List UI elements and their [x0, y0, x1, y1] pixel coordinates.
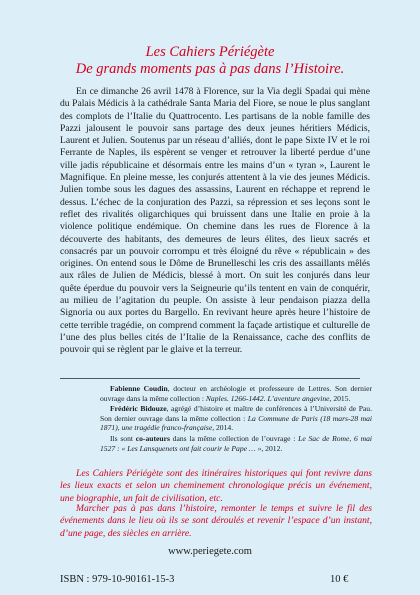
co-intro: Ils sont [110, 433, 136, 443]
author-bio-2 [100, 404, 372, 433]
summary-paragraph: En ce dimanche 26 avril 1478 à Florence, sur la Via degli Spadai qui mène du Palais Médicis à la cathédrale Santa Maria del Fiore, se noue le plus sanglant des complots de l’Italie du Quattrocento. Les partisans de la noble famille des Pazzi jalousent le pouvoir sans partage des deux jeunes héritiers Médicis, Laurent et Julien. Soutenus par un réseau d’alliés, dont le pape Sixte IV et le roi Ferrante de Naples, ils espèrent se venger et retrouver la liberté perdue d’une ville jadis républicaine et désormais entre les mains d’un « tyran », Laurent le Magnifique. En pleine messe, les conjurés attentent à la vie des jeunes Médicis. Julien tombe sous les dagues des assassins, Laurent en réchappe et reprend le dessus. L’échec de la conjuration des Pazzi, sa répression et ses leçons sont le reflet des rivalités oligarchiques qui bruissent dans une Italie en proie à la violence politique endémique. On chemine dans les rues de Florence à la découverte des habitants, des demeures de leurs élites, des lieux sacrés et consacrés par un pouvoir corrompu et très éloigné du rêve « républicain » des origines. On entend sous le Dôme de Brunelleschi les cris des assaillants mêlés aux râles de Julien de Médicis, blessé à mort. On suit les conjurés dans leur quête éperdue du pouvoir vers la Seigneurie qu’ils tentent en vain de conquérir, au milieu de l’agitation du peuple. On assiste à leur pendaison piazza della Signoria ou aux portes du Bargello. En revivant heure après heure l’histoire de cette terrible tragédie, on comprend comment la façade artistique et culturelle de l’une des plus belles cités de l’Italie de la Renaissance, cache des conflits de pouvoir qui se règlent par le glaive et la terreur. [60, 86, 370, 356]
author-name-2: Frédéric Bidouze [110, 404, 167, 414]
author-bios [100, 384, 372, 454]
co-authors-note [100, 434, 372, 453]
author-name-1: Fabienne Coudin [110, 384, 168, 393]
co-book: Le Sac de Rome, 6 mai 1527 : « Les Lansquenets ont fait courir le Pape … » [100, 433, 372, 453]
header [0, 44, 420, 78]
co-desc: dans la même collection de l’ouvrage : [169, 433, 299, 443]
co-authors-bold: co-auteurs [135, 433, 170, 443]
author-desc-2: , agrégé d’histoire et maître de conférences à l’Université de Pau. Son dernier ouvrage dans la même collection : [100, 404, 372, 423]
isbn: ISBN : 979-10-90161-15-3 [60, 574, 175, 585]
co-year: , 2012. [261, 443, 283, 453]
collection-description-1: Les Cahiers Périégète sont des itinéraires historiques qui font revivre dans les lieux exacts et selon un cheminement chronologique précis un événement, une biographie, un fait de civilisation, etc. [60, 468, 372, 504]
author-book-1: Naples. 1266-1442. L’aventure angevine [205, 393, 330, 403]
series-title: Les Cahiers Périégète [145, 44, 275, 60]
author-desc-1: , docteur en archéologie et professeure de Lettres. Son dernier ouvrage dans la même collection : [100, 384, 372, 403]
author-year-1: , 2015. [329, 393, 351, 403]
author-book-2: La Commune de Paris (18 mars-28 mai 1871), une tragédie franco-française [100, 413, 373, 433]
collection-description-2: Marcher pas à pas dans l’histoire, remonter le temps et suivre le fil des événements dans le lieu où ils se sont déroulés et revenir l’espace d’un instant, d’une page, des siècles en arrière. [60, 503, 372, 539]
website-link[interactable]: www.periegete.com [168, 546, 252, 557]
author-year-2: , 2014. [212, 423, 234, 433]
subtitle: De grands moments pas à pas dans l’Histoire. [75, 61, 345, 77]
author-bio-1 [100, 384, 372, 403]
separator-line [60, 378, 360, 379]
price: 10 € [330, 574, 349, 585]
